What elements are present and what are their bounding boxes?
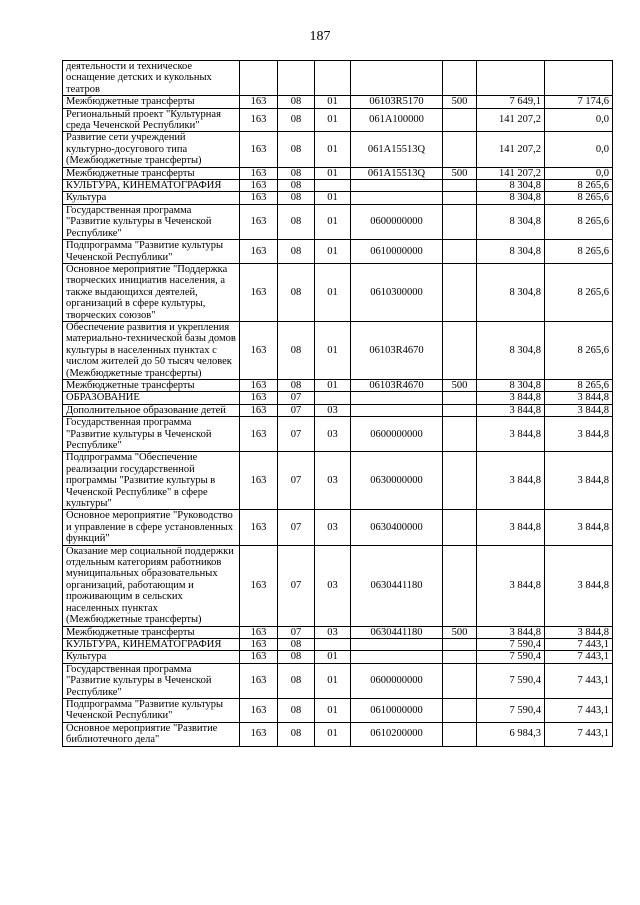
cell-ministry-code: 163 — [240, 638, 278, 650]
cell-ministry-code: 163 — [240, 663, 278, 698]
cell-expense-type-code — [443, 651, 477, 663]
table-row — [63, 417, 613, 452]
table-row — [63, 545, 613, 626]
cell-item-name: Подпрограмма "Развитие культуры Чеченской Республики" — [63, 240, 240, 264]
cell-target-article-code: 0610000000 — [351, 698, 443, 722]
cell-target-article-code — [351, 638, 443, 650]
cell-ministry-code — [240, 61, 278, 96]
table-row — [63, 663, 613, 698]
cell-item-name: Подпрограмма "Развитие культуры Чеченской Республики" — [63, 698, 240, 722]
cell-item-name: Оказание мер социальной поддержки отдельным категориям работников муниципальных образовательных организаций, работающим и проживающим в сельских населенных пунктах (Межбюджетные трансферты) — [63, 545, 240, 626]
cell-expense-type-code — [443, 722, 477, 746]
cell-subsection-code: 03 — [315, 452, 351, 510]
cell-expense-type-code — [443, 698, 477, 722]
cell-subsection-code: 03 — [315, 404, 351, 416]
cell-subsection-code: 03 — [315, 417, 351, 452]
cell-amount-year-2: 7 443,1 — [545, 698, 613, 722]
cell-target-article-code: 0610200000 — [351, 722, 443, 746]
cell-expense-type-code — [443, 321, 477, 379]
cell-section-code: 08 — [278, 638, 315, 650]
cell-item-name: Развитие сети учреждений культурно-досугового типа (Межбюджетные трансферты) — [63, 132, 240, 167]
cell-amount-year-1: 6 984,3 — [477, 722, 545, 746]
table-row — [63, 698, 613, 722]
budget-table-body — [63, 61, 613, 747]
cell-section-code: 07 — [278, 626, 315, 638]
table-row — [63, 263, 613, 321]
cell-subsection-code: 01 — [315, 108, 351, 132]
cell-ministry-code: 163 — [240, 452, 278, 510]
cell-item-name: ОБРАЗОВАНИЕ — [63, 392, 240, 404]
cell-section-code: 08 — [278, 167, 315, 179]
cell-amount-year-2: 8 265,6 — [545, 379, 613, 391]
cell-amount-year-1: 7 590,4 — [477, 663, 545, 698]
cell-amount-year-2 — [545, 61, 613, 96]
cell-expense-type-code — [443, 663, 477, 698]
cell-amount-year-1: 8 304,8 — [477, 240, 545, 264]
cell-amount-year-2: 7 443,1 — [545, 638, 613, 650]
cell-subsection-code: 03 — [315, 626, 351, 638]
cell-amount-year-1: 8 304,8 — [477, 192, 545, 204]
cell-target-article-code: 0600000000 — [351, 417, 443, 452]
cell-subsection-code: 01 — [315, 167, 351, 179]
table-row — [63, 61, 613, 96]
cell-target-article-code — [351, 61, 443, 96]
cell-expense-type-code: 500 — [443, 379, 477, 391]
cell-item-name: Государственная программа "Развитие культуры в Чеченской Республике" — [63, 417, 240, 452]
cell-section-code: 07 — [278, 452, 315, 510]
cell-item-name: Межбюджетные трансферты — [63, 96, 240, 108]
table-row — [63, 626, 613, 638]
cell-amount-year-1: 3 844,8 — [477, 417, 545, 452]
cell-ministry-code: 163 — [240, 192, 278, 204]
cell-subsection-code — [315, 61, 351, 96]
cell-section-code: 08 — [278, 96, 315, 108]
cell-target-article-code: 061A100000 — [351, 108, 443, 132]
cell-amount-year-2: 0,0 — [545, 167, 613, 179]
cell-target-article-code: 0630000000 — [351, 452, 443, 510]
cell-section-code: 08 — [278, 379, 315, 391]
cell-item-name: Подпрограмма "Обеспечение реализации государственной программы "Развитие культуры в Чеченской Республике" в сфере культуры" — [63, 452, 240, 510]
cell-expense-type-code — [443, 132, 477, 167]
cell-subsection-code — [315, 180, 351, 192]
cell-expense-type-code — [443, 452, 477, 510]
cell-subsection-code: 01 — [315, 96, 351, 108]
cell-item-name: Культура — [63, 192, 240, 204]
cell-ministry-code: 163 — [240, 379, 278, 391]
cell-target-article-code: 061A15513Q — [351, 132, 443, 167]
cell-item-name: Обеспечение развития и укрепления материально-технической базы домов культуры в населенных пунктах с числом жителей до 50 тысяч человек (Межбюджетные трансферты) — [63, 321, 240, 379]
cell-subsection-code: 01 — [315, 722, 351, 746]
table-row — [63, 722, 613, 746]
cell-section-code: 08 — [278, 321, 315, 379]
table-row — [63, 96, 613, 108]
cell-subsection-code — [315, 392, 351, 404]
budget-table — [62, 60, 613, 747]
cell-item-name: Основное мероприятие "Развитие библиотечного дела" — [63, 722, 240, 746]
cell-amount-year-1: 7 590,4 — [477, 651, 545, 663]
cell-item-name: Основное мероприятие "Поддержка творческих инициатив населения, а также выдающихся деятелей, организаций в сфере культуры, творческих союзов" — [63, 263, 240, 321]
cell-expense-type-code — [443, 61, 477, 96]
cell-amount-year-2: 7 443,1 — [545, 722, 613, 746]
cell-expense-type-code — [443, 510, 477, 545]
table-row — [63, 452, 613, 510]
cell-section-code: 08 — [278, 204, 315, 239]
cell-subsection-code: 01 — [315, 204, 351, 239]
table-row — [63, 240, 613, 264]
cell-expense-type-code — [443, 240, 477, 264]
cell-subsection-code: 01 — [315, 663, 351, 698]
cell-target-article-code: 06103R5170 — [351, 96, 443, 108]
cell-expense-type-code — [443, 192, 477, 204]
cell-amount-year-2: 3 844,8 — [545, 510, 613, 545]
table-row — [63, 180, 613, 192]
cell-amount-year-1: 8 304,8 — [477, 321, 545, 379]
cell-expense-type-code — [443, 545, 477, 626]
cell-ministry-code: 163 — [240, 180, 278, 192]
cell-expense-type-code: 500 — [443, 626, 477, 638]
cell-item-name: Культура — [63, 651, 240, 663]
cell-ministry-code: 163 — [240, 240, 278, 264]
cell-item-name: Межбюджетные трансферты — [63, 379, 240, 391]
cell-target-article-code: 061A15513Q — [351, 167, 443, 179]
cell-amount-year-1 — [477, 61, 545, 96]
cell-subsection-code: 01 — [315, 132, 351, 167]
table-row — [63, 167, 613, 179]
cell-section-code: 08 — [278, 240, 315, 264]
cell-item-name: Межбюджетные трансферты — [63, 626, 240, 638]
cell-amount-year-2: 0,0 — [545, 132, 613, 167]
cell-ministry-code: 163 — [240, 263, 278, 321]
cell-amount-year-1: 3 844,8 — [477, 510, 545, 545]
cell-amount-year-2: 3 844,8 — [545, 392, 613, 404]
cell-amount-year-2: 8 265,6 — [545, 204, 613, 239]
cell-amount-year-1: 141 207,2 — [477, 108, 545, 132]
cell-target-article-code: 0630441180 — [351, 545, 443, 626]
cell-target-article-code — [351, 180, 443, 192]
cell-subsection-code: 01 — [315, 321, 351, 379]
cell-amount-year-2: 8 265,6 — [545, 180, 613, 192]
cell-subsection-code: 03 — [315, 510, 351, 545]
table-row — [63, 192, 613, 204]
cell-ministry-code: 163 — [240, 132, 278, 167]
cell-expense-type-code — [443, 392, 477, 404]
cell-item-name: Дополнительное образование детей — [63, 404, 240, 416]
cell-expense-type-code — [443, 404, 477, 416]
cell-section-code: 07 — [278, 545, 315, 626]
cell-target-article-code — [351, 392, 443, 404]
cell-target-article-code: 0600000000 — [351, 663, 443, 698]
cell-subsection-code: 01 — [315, 263, 351, 321]
cell-item-name: Государственная программа "Развитие культуры в Чеченской Республике" — [63, 663, 240, 698]
cell-ministry-code: 163 — [240, 510, 278, 545]
cell-amount-year-1: 3 844,8 — [477, 452, 545, 510]
cell-amount-year-1: 8 304,8 — [477, 180, 545, 192]
cell-subsection-code: 03 — [315, 545, 351, 626]
cell-target-article-code: 0600000000 — [351, 204, 443, 239]
cell-amount-year-1: 7 649,1 — [477, 96, 545, 108]
cell-section-code: 08 — [278, 108, 315, 132]
cell-ministry-code: 163 — [240, 626, 278, 638]
table-row — [63, 379, 613, 391]
cell-amount-year-2: 8 265,6 — [545, 240, 613, 264]
cell-amount-year-2: 0,0 — [545, 108, 613, 132]
cell-section-code: 08 — [278, 263, 315, 321]
table-row — [63, 392, 613, 404]
cell-subsection-code: 01 — [315, 651, 351, 663]
cell-subsection-code: 01 — [315, 240, 351, 264]
cell-item-name: Межбюджетные трансферты — [63, 167, 240, 179]
table-row — [63, 204, 613, 239]
cell-section-code: 07 — [278, 417, 315, 452]
cell-amount-year-1: 8 304,8 — [477, 204, 545, 239]
table-row — [63, 404, 613, 416]
cell-expense-type-code — [443, 417, 477, 452]
cell-amount-year-1: 3 844,8 — [477, 404, 545, 416]
page-number: 187 — [309, 29, 331, 44]
cell-subsection-code: 01 — [315, 698, 351, 722]
cell-ministry-code: 163 — [240, 167, 278, 179]
cell-item-name: КУЛЬТУРА, КИНЕМАТОГРАФИЯ — [63, 180, 240, 192]
cell-item-name: КУЛЬТУРА, КИНЕМАТОГРАФИЯ — [63, 638, 240, 650]
cell-amount-year-2: 8 265,6 — [545, 321, 613, 379]
cell-item-name: Основное мероприятие "Руководство и управление в сфере установленных функций" — [63, 510, 240, 545]
cell-amount-year-2: 8 265,6 — [545, 192, 613, 204]
cell-amount-year-2: 7 443,1 — [545, 663, 613, 698]
cell-target-article-code: 06103R4670 — [351, 379, 443, 391]
cell-section-code: 07 — [278, 392, 315, 404]
table-row — [63, 132, 613, 167]
cell-expense-type-code — [443, 108, 477, 132]
cell-section-code: 08 — [278, 192, 315, 204]
cell-target-article-code: 0610300000 — [351, 263, 443, 321]
cell-target-article-code: 0630400000 — [351, 510, 443, 545]
cell-subsection-code — [315, 638, 351, 650]
cell-amount-year-1: 7 590,4 — [477, 638, 545, 650]
cell-ministry-code: 163 — [240, 96, 278, 108]
cell-expense-type-code — [443, 263, 477, 321]
cell-target-article-code: 06103R4670 — [351, 321, 443, 379]
cell-amount-year-2: 3 844,8 — [545, 417, 613, 452]
cell-section-code: 08 — [278, 722, 315, 746]
cell-amount-year-1: 3 844,8 — [477, 545, 545, 626]
cell-ministry-code: 163 — [240, 404, 278, 416]
cell-amount-year-2: 7 443,1 — [545, 651, 613, 663]
cell-ministry-code: 163 — [240, 698, 278, 722]
cell-amount-year-1: 141 207,2 — [477, 132, 545, 167]
cell-expense-type-code — [443, 180, 477, 192]
cell-section-code: 08 — [278, 132, 315, 167]
cell-amount-year-2: 3 844,8 — [545, 404, 613, 416]
cell-ministry-code: 163 — [240, 108, 278, 132]
cell-expense-type-code — [443, 638, 477, 650]
cell-subsection-code: 01 — [315, 192, 351, 204]
cell-amount-year-2: 3 844,8 — [545, 545, 613, 626]
cell-amount-year-1: 7 590,4 — [477, 698, 545, 722]
cell-item-name: деятельности и техническое оснащение детских и кукольных театров — [63, 61, 240, 96]
cell-ministry-code: 163 — [240, 417, 278, 452]
cell-target-article-code — [351, 651, 443, 663]
cell-amount-year-1: 8 304,8 — [477, 379, 545, 391]
cell-target-article-code: 0630441180 — [351, 626, 443, 638]
cell-amount-year-1: 141 207,2 — [477, 167, 545, 179]
cell-section-code: 08 — [278, 698, 315, 722]
table-row — [63, 651, 613, 663]
cell-ministry-code: 163 — [240, 545, 278, 626]
cell-section-code: 07 — [278, 510, 315, 545]
cell-amount-year-2: 8 265,6 — [545, 263, 613, 321]
cell-target-article-code — [351, 404, 443, 416]
cell-amount-year-1: 3 844,8 — [477, 626, 545, 638]
cell-amount-year-1: 8 304,8 — [477, 263, 545, 321]
cell-section-code: 08 — [278, 663, 315, 698]
table-row — [63, 321, 613, 379]
cell-item-name: Региональный проект "Культурная среда Чеченской Республики" — [63, 108, 240, 132]
cell-ministry-code: 163 — [240, 321, 278, 379]
cell-expense-type-code: 500 — [443, 96, 477, 108]
cell-ministry-code: 163 — [240, 392, 278, 404]
cell-amount-year-2: 3 844,8 — [545, 626, 613, 638]
cell-amount-year-1: 3 844,8 — [477, 392, 545, 404]
cell-section-code: 08 — [278, 180, 315, 192]
cell-subsection-code: 01 — [315, 379, 351, 391]
cell-target-article-code — [351, 192, 443, 204]
table-row — [63, 510, 613, 545]
cell-ministry-code: 163 — [240, 722, 278, 746]
cell-amount-year-2: 7 174,6 — [545, 96, 613, 108]
cell-item-name: Государственная программа "Развитие культуры в Чеченской Республике" — [63, 204, 240, 239]
table-row — [63, 108, 613, 132]
cell-target-article-code: 0610000000 — [351, 240, 443, 264]
table-row — [63, 638, 613, 650]
cell-ministry-code: 163 — [240, 651, 278, 663]
cell-section-code — [278, 61, 315, 96]
cell-section-code: 08 — [278, 651, 315, 663]
cell-expense-type-code: 500 — [443, 167, 477, 179]
cell-section-code: 07 — [278, 404, 315, 416]
cell-expense-type-code — [443, 204, 477, 239]
cell-ministry-code: 163 — [240, 204, 278, 239]
cell-amount-year-2: 3 844,8 — [545, 452, 613, 510]
